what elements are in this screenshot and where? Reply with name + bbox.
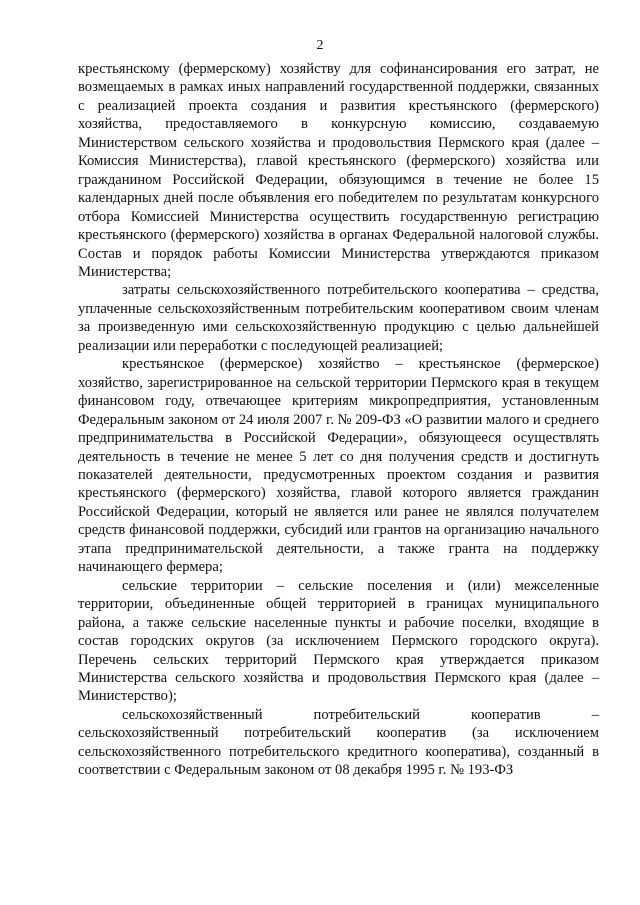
document-body <box>78 60 599 780</box>
page-number: 2 <box>316 38 324 53</box>
paragraph-1: крестьянскому (фермерскому) хозяйству для софинансирования его затрат, не возмещаемых в рамках иных направлений государственной поддержки, связанных с реализацией проекта создания и развития крестьянского (фермерского) хозяйства, предоставляемого в конкурсную комиссию, создаваемую Министерством сельского хозяйства и продовольствия Пермского края (далее – Комиссия Министерства), главой крестьянского (фермерского) хозяйства или гражданином Российской Федерации, обязующимся в течение не более 15 календарных дней после объявления его победителем по результатам конкурсного отбора Комиссией Министерства осуществить государственную регистрацию крестьянского (фермерского) хозяйства в органах Федеральной налоговой службы. Состав и порядок работы Комиссии Министерства утверждаются приказом Министерства; <box>78 61 599 280</box>
paragraph-2: затраты сельскохозяйственного потребительского кооператива – средства, уплаченные сельскохозяйственным потребительским кооперативом своим членам за произведенную ими сельскохозяйственную продукцию с целью дальнейшей реализации или переработки с последующей реализацией; <box>78 282 599 354</box>
paragraph-4: сельские территории – сельские поселения и (или) межселенные территории, объединенные общей территорией в границах муниципального района, а также сельские населенные пункты и рабочие поселки, входящие в состав городских округов (за исключением Пермского городского округа). Перечень сельских территорий Пермского края утверждается приказом Министерства сельского хозяйства и продовольствия Пермского края (далее – Министерство); <box>78 577 599 705</box>
paragraph-5: сельскохозяйственный потребительский кооператив – сельскохозяйственный потребительский кооператив (за исключением сельскохозяйственного потребительского кредитного кооператива), созданный в соответствии с Федеральным законом от 08 декабря 1995 г. № 193-ФЗ <box>78 706 599 779</box>
paragraph-3: крестьянское (фермерское) хозяйство – крестьянское (фермерское) хозяйство, зарегистрированное на сельской территории Пермского края в текущем финансовом году, отвечающее критериям микропредприятия, установленным Федеральным законом от 24 июля 2007 г. № 209-ФЗ «О развитии малого и среднего предпринимательства в Российской Федерации», обязующееся осуществлять деятельность в течение не менее 5 лет со дня получения средств и достигнуть показателей деятельности, предусмотренных проектом создания и развития крестьянского (фермерского) хозяйства, главой которого является гражданин Российской Федерации, который не является или ранее не являлся получателем средств финансовой поддержки, субсидий или грантов на организацию начального этапа предпринимательской деятельности, а также гранта на поддержку начинающего фермера; <box>78 356 599 576</box>
